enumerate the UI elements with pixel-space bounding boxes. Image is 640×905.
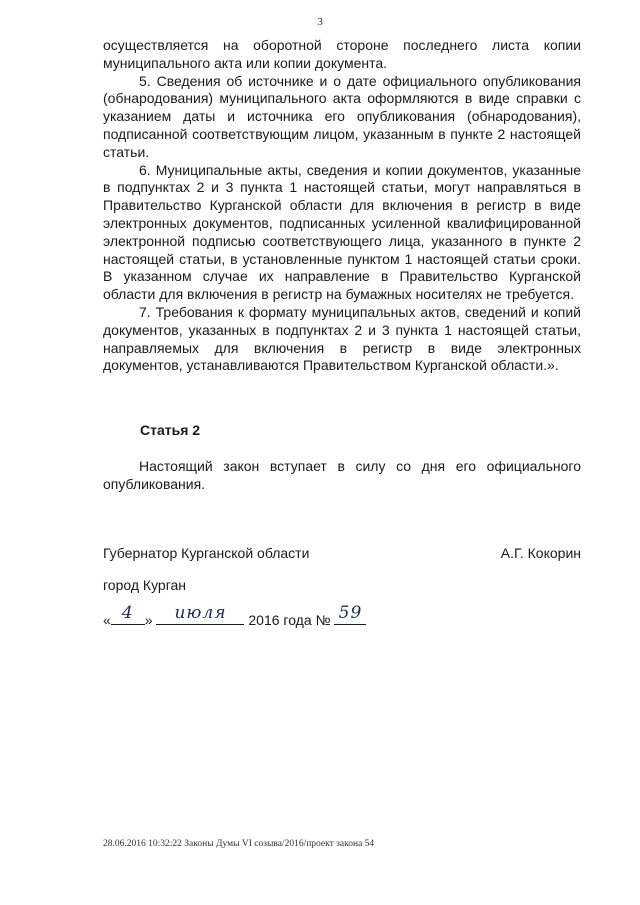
signature-block bbox=[103, 545, 581, 561]
paragraph-7: 7. Требования к формату муниципальных актов, сведений и копий документов, указанных в подпунктах 2 и 3 пункта 1 настоящей статьи, направляемых для включения в регистр в виде электронных документов, устанавливаются Правительством Курганской области.». bbox=[103, 303, 581, 374]
day-blank bbox=[111, 603, 145, 625]
paragraph-continuation: осуществляется на оборотной стороне последнего листа копии муниципального акта или копии документа. bbox=[103, 37, 581, 71]
date-line bbox=[103, 603, 366, 628]
page-number: 3 bbox=[317, 16, 323, 28]
handwritten-day: 4 bbox=[121, 603, 134, 623]
handwritten-month: июля bbox=[174, 603, 227, 623]
handwritten-number: 59 bbox=[338, 603, 363, 623]
close-quote: » bbox=[144, 612, 153, 628]
paragraph-5: 5. Сведения об источнике и о дате официального опубликования (обнародования) муниципального акта оформляются в виде справки с указанием даты и источника его опубликования (обнародования), подписанной соответствующим лицом, указанным в пункте 2 настоящей статьи. bbox=[103, 72, 581, 160]
article-2-heading: Статья 2 bbox=[140, 422, 201, 438]
month-blank bbox=[156, 603, 244, 625]
footer-file-stamp: 28.06.2016 10:32:22 Законы Думы VI созыва/2016/проект закона 54 bbox=[103, 839, 375, 849]
open-quote: « bbox=[103, 612, 111, 628]
signatory-name: А.Г. Кокорин bbox=[500, 545, 581, 561]
article-2-text: Настоящий закон вступает в силу со дня его официального опубликования. bbox=[103, 458, 581, 492]
number-blank bbox=[334, 603, 366, 625]
law-body bbox=[103, 37, 581, 375]
signatory-title: Губернатор Курганской области bbox=[103, 545, 310, 561]
city: город Курган bbox=[103, 577, 187, 593]
year-text: 2016 года № bbox=[248, 612, 331, 628]
paragraph-6: 6. Муниципальные акты, сведения и копии документов, указанные в подпунктах 2 и 3 пункта 1 настоящей статьи, могут направляться в Правительство Курганской области для включения в регистр в виде электронных документов, подписанных усиленной квалифицированной электронной подписью соответствующего лица, указанного в пункте 2 настоящей статьи, в установленные пунктом 1 настоящей статьи сроки. В указанном случае их направление в Правительство Курганской области для включения в регистр на бумажных носителях не требуется. bbox=[103, 161, 581, 303]
